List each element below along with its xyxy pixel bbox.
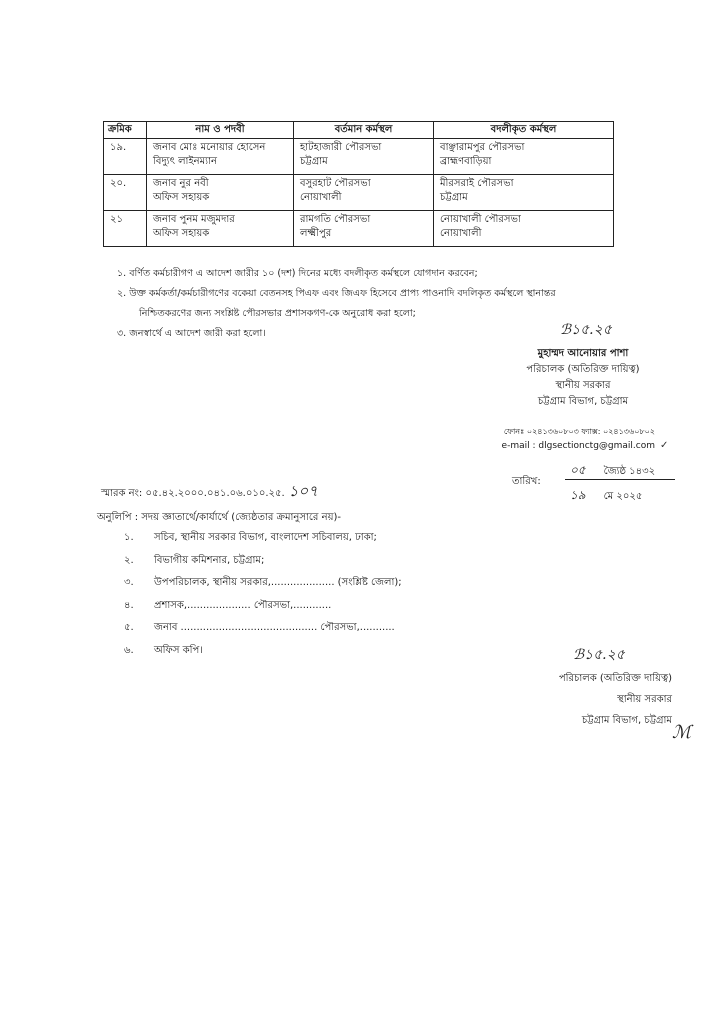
list-item-number: ৫. bbox=[124, 622, 134, 633]
transferred-district: চট্টগ্রাম bbox=[440, 192, 468, 203]
table-header-row bbox=[104, 122, 614, 139]
email-label: e-mail : bbox=[501, 441, 536, 451]
memo-number-text: স্মারক নং: ০৫.৪২.২০০০.০৪১.০৬.০১০.২৫. bbox=[101, 488, 285, 499]
header-transferred-workplace: বদলীকৃত কর্মস্থল bbox=[434, 122, 614, 139]
phone-fax: ফোনঃ ০২৪১৩৬০৮০৩ ফ্যাক্স: ০২৪১৩৬০৮০২ bbox=[503, 427, 655, 436]
check-mark-icon: ✓ bbox=[660, 440, 669, 451]
signatory-block bbox=[488, 346, 678, 410]
header-serial: ক্রমিক bbox=[104, 122, 147, 139]
table-row bbox=[104, 139, 614, 175]
list-item bbox=[124, 527, 402, 550]
list-item bbox=[124, 550, 402, 573]
date-bengali-month-year: জ্যৈষ্ঠ ১৪৩২ bbox=[603, 466, 656, 477]
directive-3: ৩. জনস্বার্থে এ আদেশ জারী করা হলো। bbox=[117, 328, 266, 339]
signatory-block-2 bbox=[500, 668, 672, 731]
date-gregorian-day: ১৯ bbox=[570, 488, 586, 502]
list-item-number: ৬. bbox=[124, 644, 134, 656]
transferred-municipality: মীরসরাই পৌরসভা bbox=[440, 178, 514, 189]
list-item-number: ৩. bbox=[124, 577, 134, 588]
list-item bbox=[124, 572, 402, 595]
current-municipality: বসুরহাট পৌরসভা bbox=[300, 178, 371, 189]
date-gregorian bbox=[570, 487, 642, 507]
directive-2: ২. উক্ত কর্মকর্তা/কর্মচারীগণের বকেয়া বেতনসহ পিএফ এবং জিএফ হিসেবে প্রাপ্য পাওনাদি বদলিকৃত কর্মস্থলে স্থানান্তর bbox=[117, 288, 556, 299]
date-gregorian-month-year: মে ২০২৫ bbox=[603, 491, 643, 502]
directives-list bbox=[117, 264, 617, 344]
directive-2-continued: নিশ্চিতকরণের জন্য সংশ্লিষ্ট পৌরসভার প্রশাসকগণ-কে অনুরোধ করা হলো; bbox=[139, 308, 416, 319]
transferred-workplace-cell bbox=[434, 175, 614, 211]
date-bengali-day: ০৫ bbox=[570, 463, 586, 477]
transfer-table bbox=[103, 121, 614, 247]
serial-cell: ১৯. bbox=[104, 139, 147, 175]
copies-list bbox=[124, 527, 402, 662]
name-cell bbox=[147, 139, 294, 175]
employee-designation: অফিস সহায়ক bbox=[153, 192, 210, 203]
transferred-district: নোয়াখালী bbox=[440, 228, 482, 239]
header-current-workplace: বর্তমান কর্মস্থল bbox=[294, 122, 434, 139]
signatory-designation-2: পরিচালক (অতিরিক্ত দায়িত্ব) bbox=[558, 673, 672, 684]
list-item-number: ৪. bbox=[124, 599, 134, 611]
date-divider bbox=[565, 479, 675, 480]
employee-designation: বিদ্যুৎ লাইনম্যান bbox=[153, 156, 217, 167]
copies-heading: অনুলিপি : সদয় জ্ঞাতার্থে/কার্যার্থে (জ্যেষ্ঠতার ক্রমানুসারে নয়)- bbox=[97, 512, 341, 523]
name-cell bbox=[147, 175, 294, 211]
current-district: লক্ষ্মীপুর bbox=[300, 228, 332, 239]
table-row bbox=[104, 211, 614, 247]
current-workplace-cell bbox=[294, 211, 434, 247]
signature-flourish: ℳ bbox=[672, 722, 692, 743]
directive-1: ১. বর্ণিত কর্মচারীগণ এ আদেশ জারীর ১০ (দশ) দিনের মধ্যে বদলীকৃত কর্মস্থলে যোগদান করবেন; bbox=[117, 268, 478, 279]
list-item-number: ১. bbox=[124, 532, 134, 543]
signature-initial-2: ℬ১৫.২৫ bbox=[573, 647, 625, 663]
current-municipality: হাটহাজারী পৌরসভা bbox=[300, 142, 382, 153]
employee-designation: অফিস সহায়ক bbox=[153, 228, 210, 239]
date-label: তারিখ: bbox=[512, 476, 541, 487]
name-cell bbox=[147, 211, 294, 247]
signatory-location: চট্টগ্রাম বিভাগ, চট্টগ্রাম bbox=[537, 396, 629, 407]
transferred-district: ব্রাহ্মণবাড়িয়া bbox=[440, 156, 492, 167]
list-item-text: প্রশাসক,.................... পৌরসভা,............ bbox=[154, 599, 332, 611]
contact-block bbox=[440, 424, 655, 454]
list-item-text: সচিব, স্থানীয় সরকার বিভাগ, বাংলাদেশ সচিবালয়, ঢাকা; bbox=[154, 532, 377, 543]
current-district: চট্টগ্রাম bbox=[300, 156, 328, 167]
email-address: dlgsectionctg@gmail.com bbox=[538, 441, 655, 451]
list-item bbox=[124, 617, 402, 640]
transferred-municipality: নোয়াখালী পৌরসভা bbox=[440, 214, 521, 225]
current-municipality: রামগতি পৌরসভা bbox=[300, 214, 371, 225]
list-item-text: অফিস কপি। bbox=[154, 644, 203, 656]
current-district: নোয়াখালী bbox=[300, 192, 342, 203]
current-workplace-cell bbox=[294, 175, 434, 211]
signatory-office: স্থানীয় সরকার bbox=[555, 380, 611, 391]
signatory-designation: পরিচালক (অতিরিক্ত দায়িত্ব) bbox=[526, 364, 640, 375]
table-row bbox=[104, 175, 614, 211]
list-item-text: বিভাগীয় কমিশনার, চট্টগ্রাম; bbox=[154, 554, 265, 566]
list-item-text: জনাব ........................................... পৌরসভা,........... bbox=[154, 622, 395, 633]
employee-name: জনাব মোঃ মনোয়ার হোসেন bbox=[153, 142, 266, 153]
current-workplace-cell bbox=[294, 139, 434, 175]
signatory-location-2: চট্টগ্রাম বিভাগ, চট্টগ্রাম bbox=[581, 715, 672, 726]
employee-name: জনাব নুর নবী bbox=[153, 178, 209, 189]
memo-handwritten-number: ১০৭ bbox=[288, 482, 318, 500]
list-item bbox=[124, 640, 402, 663]
transferred-workplace-cell bbox=[434, 211, 614, 247]
header-name-designation: নাম ও পদবী bbox=[147, 122, 294, 139]
signatory-office-2: স্থানীয় সরকার bbox=[617, 694, 672, 705]
list-item-number: ২. bbox=[124, 554, 134, 566]
list-item bbox=[124, 595, 402, 618]
serial-cell: ২১ bbox=[104, 211, 147, 247]
serial-cell: ২০. bbox=[104, 175, 147, 211]
list-item-text: উপপরিচালক, স্থানীয় সরকার,.................... (সংশ্লিষ্ট জেলা); bbox=[154, 577, 402, 588]
transferred-municipality: বাঞ্ছারামপুর পৌরসভা bbox=[440, 142, 525, 153]
signature-initial: ℬ১৫.২৫ bbox=[560, 322, 612, 338]
employee-name: জনাব পুনম মজুমদার bbox=[153, 214, 235, 225]
signatory-name: মুহাম্মদ আনোয়ার পাশা bbox=[537, 348, 629, 359]
transferred-workplace-cell bbox=[434, 139, 614, 175]
memo-number bbox=[101, 480, 318, 505]
